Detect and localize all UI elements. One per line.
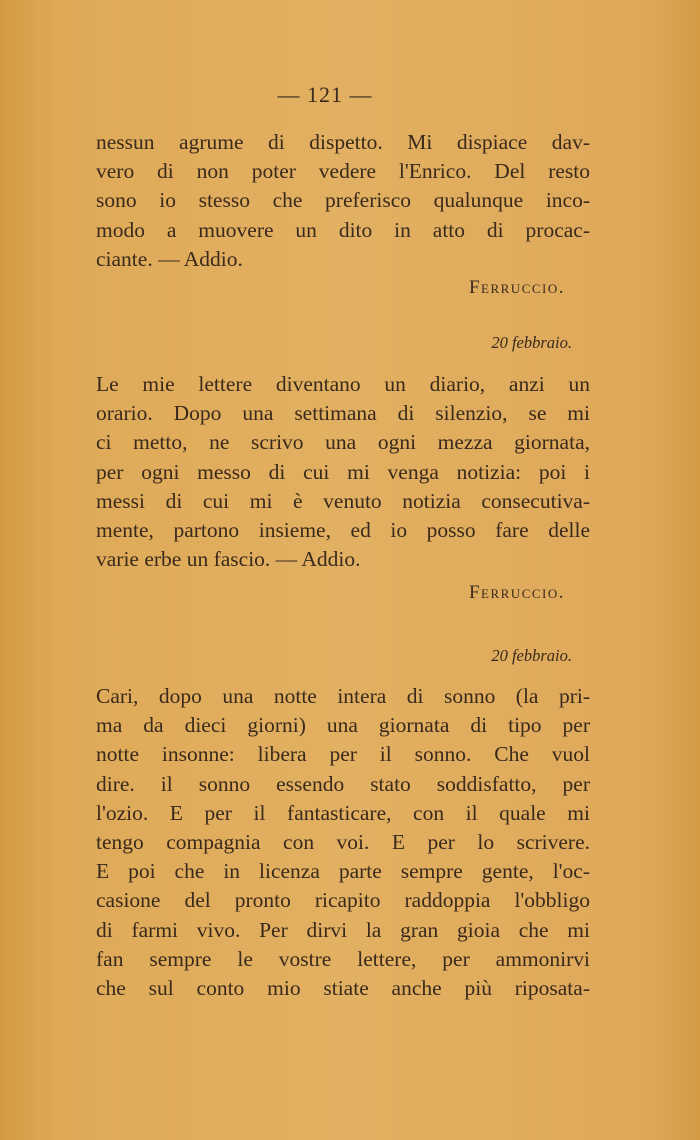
text-line: varie erbe un fascio. — Addio. [96,547,361,572]
text-line: Le mie lettere diventano un diario, anzi un [96,372,590,396]
text-line: di farmi vivo. Per dirvi la gran gioia che mi [96,917,590,942]
paragraph-1 [96,128,590,274]
text-line: notte insonne: libera per il sonno. Che vuol [96,742,590,767]
text-line: modo a muovere un dito in atto di procac- [96,217,590,242]
text-line: messi di cui mi è venuto notizia consecutiva- [96,488,590,513]
text-line: sono io stesso che preferisco qualunque inco- [96,188,590,213]
text-line: fan sempre le vostre lettere, per ammonirvi [96,946,590,971]
text-line: che sul conto mio stiate anche più riposata- [96,976,590,1001]
text-line: ma da dieci giorni) una giornata di tipo per [96,713,590,738]
signature: Ferruccio. [468,277,565,298]
letter-date: 20 febbraio. [491,646,572,665]
letter-date: 20 febbraio. [491,333,572,352]
text-line: per ogni messo di cui mi venga notizia: poi i [96,459,590,484]
paragraph-3 [96,682,590,1003]
text-line: dire. il sonno essendo stato soddisfatto, per [96,771,590,796]
text-line: Cari, dopo una notte intera di sonno (la pri- [96,684,590,708]
text-line: ci metto, ne scrivo una ogni mezza giornata, [96,430,590,455]
text-line: ciante. — Addio. [96,246,243,271]
page-number: — 121 — [277,82,373,107]
text-line: mente, partono insieme, ed io posso fare delle [96,518,590,543]
text-line: orario. Dopo una settimana di silenzio, se mi [96,401,590,426]
text-line: casione del pronto ricapito raddoppia l'obbligo [96,888,590,913]
paragraph-2 [96,370,590,574]
text-line: vero di non poter vedere l'Enrico. Del resto [96,159,590,184]
text-line: E poi che in licenza parte sempre gente, l'oc- [96,859,590,884]
text-line: nessun agrume di dispetto. Mi dispiace dav- [96,130,590,154]
signature: Ferruccio. [468,582,565,603]
text-line: l'ozio. E per il fantasticare, con il quale mi [96,800,590,825]
text-line: tengo compagnia con voi. E per lo scrivere. [96,830,590,855]
